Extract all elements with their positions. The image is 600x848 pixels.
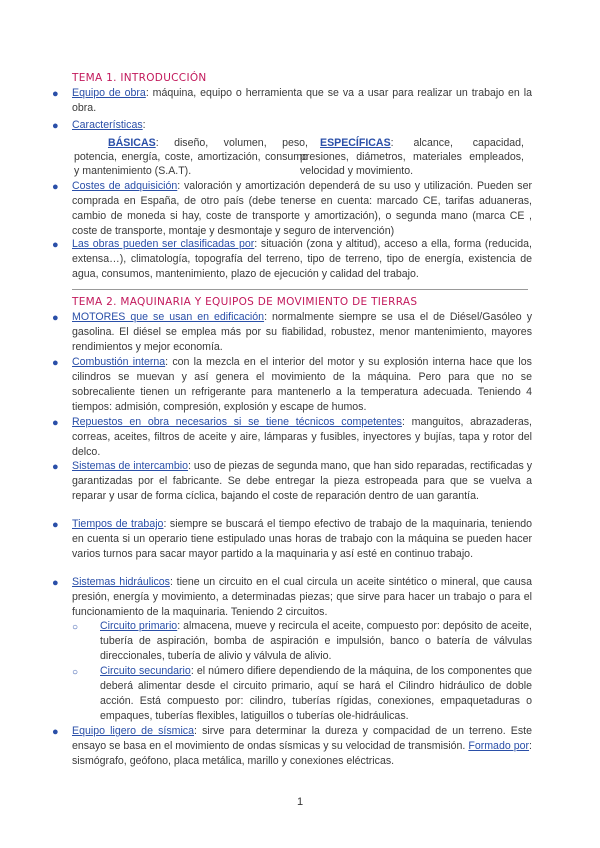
bullet: ● (52, 120, 59, 132)
list-item-sistemas: ● Sistemas de intercambio: uso de piezas de segunda mano, que han sido reparadas, rectificadas y garantizadas por el fabricante. Se debe entregar la pieza estropeada para que se vuelva a reparar y usar de forma cíclica, bajando el coste de reparación dentro de uan garantía. (52, 460, 532, 502)
bullet: ● (52, 357, 59, 369)
section-divider (72, 289, 528, 290)
page-number: 1 (296, 796, 304, 808)
bullet: ● (52, 312, 59, 324)
basicas-column: BÁSICAS: diseño, volumen, peso, potencia, energía, coste, amortización, consumo y mantenimiento (S.A.T). (74, 137, 308, 177)
term: Costes de adquisición (72, 180, 178, 192)
term: Sistemas hidráulicos (72, 576, 170, 588)
bullet: ● (52, 461, 59, 473)
list-item-obras: ● Las obras pueden ser clasificadas por: situación (zona y altitud), acceso a ella, forma (reducida, extensa…), climatología, topografía del terreno, tipo de terreno, tipo de energía, existencia de agua, consumos, mantenimiento, plazo de ejecución y calidad del trabajo. (52, 238, 532, 280)
bullet: ● (52, 726, 59, 738)
list-item-sismica: ● Equipo ligero de sísmica: sirve para determinar la dureza y compacidad de un terreno. Este ensayo se basa en el movimiento de ondas sísmicas y su velocidad de transmisión. Formado por: sismógrafo, geófono, placa metálica, marillo y conexiones eléctricas. (52, 725, 532, 767)
section-1-title: TEMA 1. INTRODUCCIÓN (72, 72, 207, 84)
bullet: ● (52, 239, 59, 251)
bullet: ● (52, 88, 59, 100)
term: ESPECÍFICAS (320, 137, 391, 149)
list-item-costes: ● Costes de adquisición: valoración y amortización dependerá de su uso y utilización. Pueden ser comprada en España, de otro país (debe tenerse en cuenta: marcado CE, tarifas aduaneras, cambio de moneda si hay, coste de transporte y amortización), o segunda mano (marca CE , coste de transporte, montaje y desmontaje y seguro de intervención) (52, 180, 532, 237)
bullet: ● (52, 577, 59, 589)
term: Características (72, 119, 143, 131)
list-item-combustion: ● Combustión interna: con la mezcla en el interior del motor y su explosión interna hace que los cilindros se muevan y así genera el movimiento de la máquina. Pero para que no se sobrecaliente tienen un refrigerante para mantenerlo a la temperatura adecuada. Teniendo 4 tiempos: admisión, compresión, explosión y escape de humos. (52, 356, 532, 413)
term: Las obras pueden ser clasificadas por (72, 238, 255, 250)
term: Equipo ligero de sísmica (72, 725, 194, 737)
term: Repuestos en obra necesarios si se tiene técnicos competentes (72, 416, 402, 428)
term: Circuito primario (100, 620, 178, 632)
bullet: ● (52, 181, 59, 193)
term: BÁSICAS (108, 137, 156, 149)
term: Tiempos de trabajo (72, 518, 164, 530)
sub-item-primario: ○ Circuito primario: almacena, mueve y recircula el aceite, compuesto por: depósito de aceite, tubería de aspiración, bomba de aspiración e impulsión, banco o batería de válvulas direccionales, tubería de alivio y válvula de alivio. (72, 620, 532, 662)
list-item-motores: ● MOTORES que se usan en edificación: normalmente siempre se usa el de Diésel/Gasóleo y gasolina. El diésel se emplea más por su fiabilidad, robustez, menor mantenimiento, mayores rendimientos y mejor economía. (52, 311, 532, 353)
list-item-equipo: ● Equipo de obra: máquina, equipo o herramienta que se va a usar para realizar un trabajo en la obra. (52, 87, 532, 114)
list-item-caracteristicas: ● Características: (52, 119, 146, 132)
list-item-tiempos: ● Tiempos de trabajo: siempre se buscará el tiempo efectivo de trabajo de la maquinaria, teniendo en cuenta si un operario tiene estipulado unas horas de trabajo con la máquina se pueden hacer varios turnos para sacar mayor partido a la maquinaria y así esté en continuo trabajo. (52, 518, 532, 560)
sub-bullet: ○ (72, 622, 79, 633)
especificas-column: ESPECÍFICAS: alcance, capacidad, presiones, diámetros, materiales empleados, velocidad y movimiento. (300, 137, 524, 177)
bullet: ● (52, 519, 59, 531)
sub-bullet: ○ (72, 667, 79, 678)
term: Equipo de obra (72, 87, 146, 99)
bullet: ● (52, 417, 59, 429)
sub-item-secundario: ○ Circuito secundario: el número difiere dependiendo de la máquina, de los componentes que deberá alimentar desde el circuito primario, aquí se hará el Cilindro hidráulico de doble acción. Está compuesto por: cilindro, tuberías rígidas, conexiones, empaquetaduras o empaques, tuberías flexibles, latiguillos o tuberías ole-hidráulicas. (72, 665, 532, 722)
term: Sistemas de intercambio (72, 460, 189, 472)
list-item-hidraulicos: ● Sistemas hidráulicos: tiene un circuito en el cual circula un aceite sintético o mineral, que causa presión, energía y movimiento, a determinadas piezas; que sirve para hacer un trabajo o para el funcionamiento de la maquinaria. Teniendo 2 circuitos. (52, 576, 533, 618)
term: Formado por (468, 740, 530, 752)
list-item-repuestos: ● Repuestos en obra necesarios si se tiene técnicos competentes: manguitos, abrazaderas, correas, aceites, filtros de aceite y aire, lámparas y fusibles, inyectores y bujías, tapa y rotor del delco. (52, 416, 532, 458)
term: Circuito secundario (100, 665, 191, 677)
term: Combustión interna (72, 356, 166, 368)
term: MOTORES que se usan en edificación (72, 311, 265, 323)
section-2-title: TEMA 2. MAQUINARIA Y EQUIPOS DE MOVIMIENTO DE TIERRAS (72, 296, 418, 308)
